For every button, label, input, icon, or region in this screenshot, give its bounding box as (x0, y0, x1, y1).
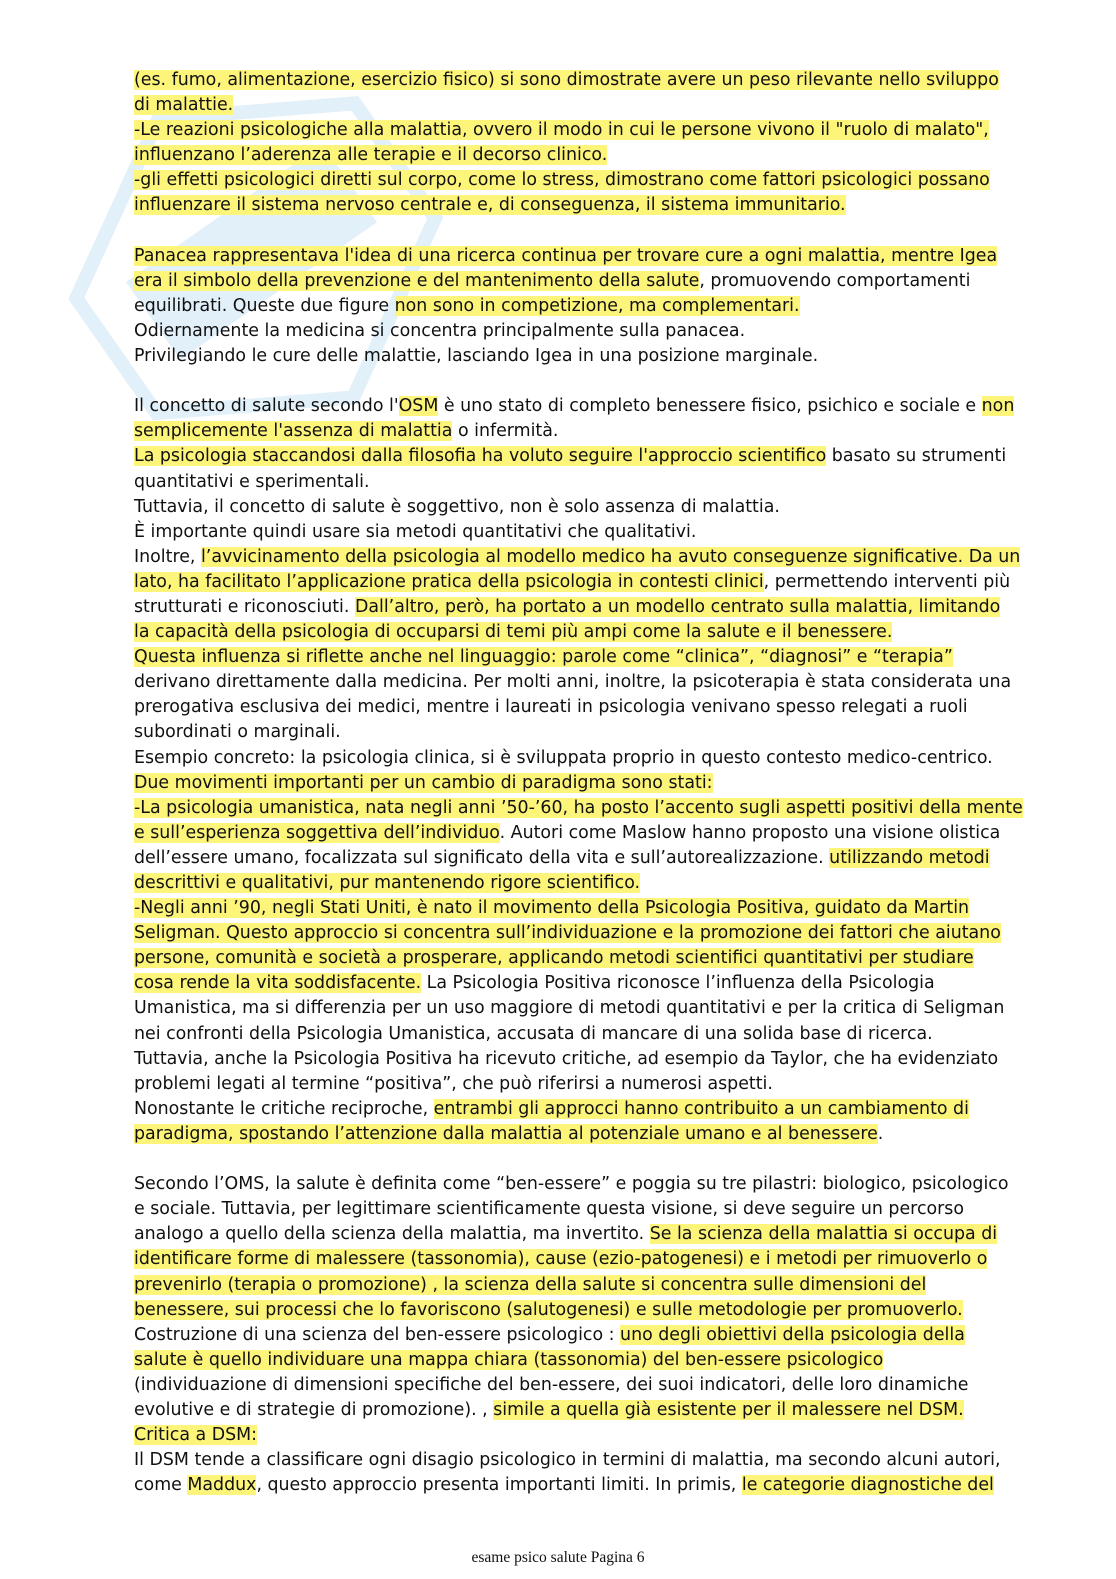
plain-text: , promuovendo comportamenti (699, 270, 971, 291)
text-line (134, 1172, 1009, 1197)
text-line (134, 1122, 984, 1147)
text-line (134, 1298, 984, 1323)
text-line (134, 645, 984, 670)
text-line (134, 143, 984, 168)
plain-text: analogo a quello della scienza della malattia, ma invertito. (134, 1224, 650, 1245)
text-line (134, 771, 984, 796)
blank-line (134, 219, 984, 244)
text-line (134, 996, 1005, 1021)
plain-text: , questo approccio presenta importanti limiti. In primis, (256, 1475, 742, 1496)
plain-text: subordinati o marginali. (134, 722, 341, 743)
text-line (134, 319, 984, 344)
plain-text: Tuttavia, il concetto di salute è soggettivo, non è solo assenza di malattia. (134, 496, 780, 517)
text-line (134, 746, 993, 771)
text-line (134, 344, 984, 369)
plain-text: nei confronti della Psicologia Umanistica, accusata di mancare di una solida base di ricerca. (134, 1023, 933, 1044)
plain-text: o infermità. (452, 421, 559, 442)
highlighted-text: benessere, sui processi che lo favoriscono (salutogenesi) e sulle metodologie per promuoverlo. (134, 1299, 963, 1320)
highlighted-text: Panacea rappresentava l'idea di una ricerca continua per trovare cure a ogni malattia, mentre Igea (134, 245, 998, 266)
text-line (134, 1072, 984, 1097)
highlighted-text: lato, ha facilitato l’applicazione pratica della psicologia in contesti clinici (134, 571, 764, 592)
plain-text: . (877, 1123, 884, 1144)
blank-line (134, 369, 984, 394)
text-line (134, 871, 984, 896)
text-line (134, 570, 1011, 595)
text-line (134, 1473, 994, 1498)
highlighted-text: simile a quella già esistente per il malessere nel DSM. (493, 1399, 964, 1420)
highlighted-text: semplicemente l'assenza di malattia (134, 421, 453, 442)
text-line (134, 620, 984, 645)
plain-text: Inoltre, (134, 546, 201, 567)
highlighted-text: Questa influenza si riflette anche nel linguaggio: parole come “clinica”, “diagnosi” e “terapia” (134, 647, 953, 668)
highlighted-text: le categorie diagnostiche del (741, 1475, 994, 1496)
text-line (134, 1273, 984, 1298)
plain-text: quantitativi e sperimentali. (134, 471, 370, 492)
plain-text: . Autori come Maslow hanno proposto una visione olistica (499, 822, 1001, 843)
text-line (134, 1423, 984, 1448)
plain-text: Tuttavia, anche la Psicologia Positiva ha ricevuto critiche, ad esempio da Taylor, che ha evidenziato (134, 1048, 999, 1069)
text-line (134, 1448, 1001, 1473)
text-line (134, 1247, 988, 1272)
highlighted-text: identificare forme di malessere (tassonomia), cause (ezio-patogenesi) e i metodi per rimuoverlo o (134, 1249, 988, 1270)
plain-text: Costruzione di una scienza del ben-essere psicologico : (134, 1324, 621, 1345)
highlighted-text: influenzare il sistema nervoso centrale e, di conseguenza, il sistema immunitario. (134, 195, 846, 216)
plain-text: è uno stato di completo benessere fisico, psichico e sociale e (438, 396, 982, 417)
text-line (134, 193, 984, 218)
text-line (134, 695, 984, 720)
text-line (134, 1323, 984, 1348)
text-line (134, 244, 998, 269)
text-line (134, 93, 984, 118)
highlighted-text: di malattie. (134, 95, 234, 116)
document-body (134, 68, 1023, 1498)
plain-text: Il DSM tende a classificare ogni disagio psicologico in termini di malattia, ma secondo alcuni autori, (134, 1450, 1001, 1471)
highlighted-text: Se la scienza della malattia si occupa di (649, 1224, 998, 1245)
plain-text: basato su strumenti (826, 446, 1007, 467)
highlighted-text: paradigma, spostando l’attenzione dalla malattia al potenziale umano e al benessere (134, 1123, 878, 1144)
plain-text: Il concetto di salute secondo l' (134, 396, 399, 417)
text-line (134, 394, 1015, 419)
text-line (134, 1097, 984, 1122)
text-line (134, 720, 984, 745)
plain-text: e sociale. Tuttavia, per legittimare scientificamente questa visione, si deve seguire un percorso (134, 1199, 964, 1220)
highlighted-text: OSM (398, 396, 439, 417)
text-line (134, 520, 984, 545)
text-line (134, 946, 984, 971)
plain-text: strutturati e riconosciuti. (134, 596, 355, 617)
text-line (134, 168, 990, 193)
plain-text: derivano direttamente dalla medicina. Per molti anni, inoltre, la psicoterapia è stata considerata una (134, 672, 1012, 693)
text-line (134, 545, 1021, 570)
plain-text: Esempio concreto: la psicologia clinica, si è sviluppata proprio in questo contesto medico-centrico. (134, 747, 993, 768)
text-line (134, 419, 984, 444)
text-line (134, 1022, 984, 1047)
highlighted-text: e sull’esperienza soggettiva dell’individuo (134, 822, 500, 843)
highlighted-text: (es. fumo, alimentazione, esercizio fisico) si sono dimostrate avere un peso rilevante nello sviluppo (134, 70, 999, 90)
highlighted-text: entrambi gli approcci hanno contribuito a un cambiamento di (433, 1098, 969, 1119)
highlighted-text: persone, comunità e società a prosperare, applicando metodi scientifici quantitativi per studiare (134, 948, 974, 969)
text-line (134, 821, 1001, 846)
text-line (134, 269, 984, 294)
highlighted-text: -gli effetti psicologici diretti sul corpo, come lo stress, dimostrano come fattori psicologici possano (134, 170, 990, 191)
highlighted-text: La psicologia staccandosi dalla filosofia ha voluto seguire l'approccio scientifico (134, 446, 827, 467)
text-line (134, 1047, 999, 1072)
text-line (134, 444, 1007, 469)
highlighted-text: Dall’altro, però, ha portato a un modello centrato sulla malattia, limitando (354, 596, 1001, 617)
highlighted-text: utilizzando metodi (829, 847, 990, 868)
text-line (134, 796, 1023, 821)
plain-text: problemi legati al termine “positiva”, che può riferirsi a numerosi aspetti. (134, 1073, 773, 1094)
plain-text: dell’essere umano, focalizzata sul significato della vita e sull’autorealizzazione. (134, 847, 830, 868)
blank-line (134, 1147, 984, 1172)
highlighted-text: non (981, 396, 1015, 417)
plain-text: prerogativa esclusiva dei medici, mentre i laureati in psicologia venivano spesso relegati a ruoli (134, 697, 968, 718)
text-line (134, 68, 999, 93)
plain-text: Nonostante le critiche reciproche, (134, 1098, 434, 1119)
highlighted-text: prevenirlo (terapia o promozione) , la scienza della salute si concentra sulle dimensioni del (134, 1274, 927, 1295)
text-line (134, 595, 1001, 620)
text-line (134, 846, 990, 871)
text-line (134, 495, 984, 520)
highlighted-text: non sono in competizione, ma complementari. (394, 295, 800, 316)
page-footer: esame psico salute Pagina 6 (471, 1549, 645, 1566)
text-line (134, 1222, 998, 1247)
plain-text: come (134, 1475, 188, 1496)
highlighted-text: salute è quello individuare una mappa chiara (tassonomia) del ben-essere psicologico (134, 1349, 884, 1370)
highlighted-text: era il simbolo della prevenzione e del mantenimento della salute (134, 270, 700, 291)
highlighted-text: Seligman. Questo approccio si concentra sull’individuazione e la promozione dei fattori che aiutano (134, 923, 1001, 944)
highlighted-text: uno degli obiettivi della psicologia della (620, 1324, 965, 1345)
highlighted-text: descrittivi e qualitativi, pur mantenendo rigore scientifico. (134, 873, 641, 893)
plain-text: Privilegiando le cure delle malattie, lasciando Igea in una posizione marginale. (134, 346, 819, 367)
plain-text: Secondo l’OMS, la salute è definita come “ben-essere” e poggia su tre pilastri: biologico, psicologico (134, 1174, 1009, 1195)
plain-text: , permettendo interventi più (763, 571, 1011, 592)
text-line (134, 971, 984, 996)
plain-text: equilibrati. Queste due figure (134, 295, 395, 316)
highlighted-text: Maddux (187, 1475, 257, 1496)
highlighted-text: Due movimenti importanti per un cambio di paradigma sono stati: (134, 772, 713, 793)
highlighted-text: -Negli anni ’90, negli Stati Uniti, è nato il movimento della Psicologia Positiva, guidato da Martin (134, 898, 970, 919)
text-line (134, 470, 984, 495)
text-line (134, 118, 989, 143)
text-line (134, 921, 1001, 946)
plain-text: Umanistica, ma si differenzia per un uso maggiore di metodi quantitativi e per la critica di Seligman (134, 998, 1005, 1019)
text-line (134, 670, 1012, 695)
highlighted-text: -La psicologia umanistica, nata negli anni ’50-’60, ha posto l’accento sugli aspetti positivi della mente (134, 797, 1023, 818)
plain-text: evolutive e di strategie di promozione). , (134, 1399, 494, 1420)
text-line (134, 1197, 984, 1222)
text-line (134, 1373, 984, 1398)
highlighted-text: influenzano l’aderenza alle terapie e il decorso clinico. (134, 145, 608, 166)
plain-text: È importante quindi usare sia metodi quantitativi che qualitativi. (134, 521, 697, 542)
text-line (134, 896, 984, 921)
text-line (134, 1398, 984, 1423)
plain-text: Odiernamente la medicina si concentra principalmente sulla panacea. (134, 320, 746, 341)
plain-text: (individuazione di dimensioni specifiche del ben-essere, dei suoi indicatori, delle loro dinamiche (134, 1374, 969, 1395)
highlighted-text: cosa rende la vita soddisfacente. (134, 973, 422, 994)
highlighted-text: la capacità della psicologia di occuparsi di temi più ampi come la salute e il benessere. (134, 622, 893, 643)
text-line (134, 1348, 984, 1373)
highlighted-text: l’avvicinamento della psicologia al modello medico ha avuto conseguenze significative. Da un (200, 546, 1021, 567)
text-line (134, 294, 984, 319)
highlighted-text: -Le reazioni psicologiche alla malattia, ovvero il modo in cui le persone vivono il "ruolo di malato", (134, 120, 989, 141)
plain-text: La Psicologia Positiva riconosce l’influenza della Psicologia (421, 973, 935, 994)
highlighted-text: Critica a DSM: (134, 1425, 257, 1446)
